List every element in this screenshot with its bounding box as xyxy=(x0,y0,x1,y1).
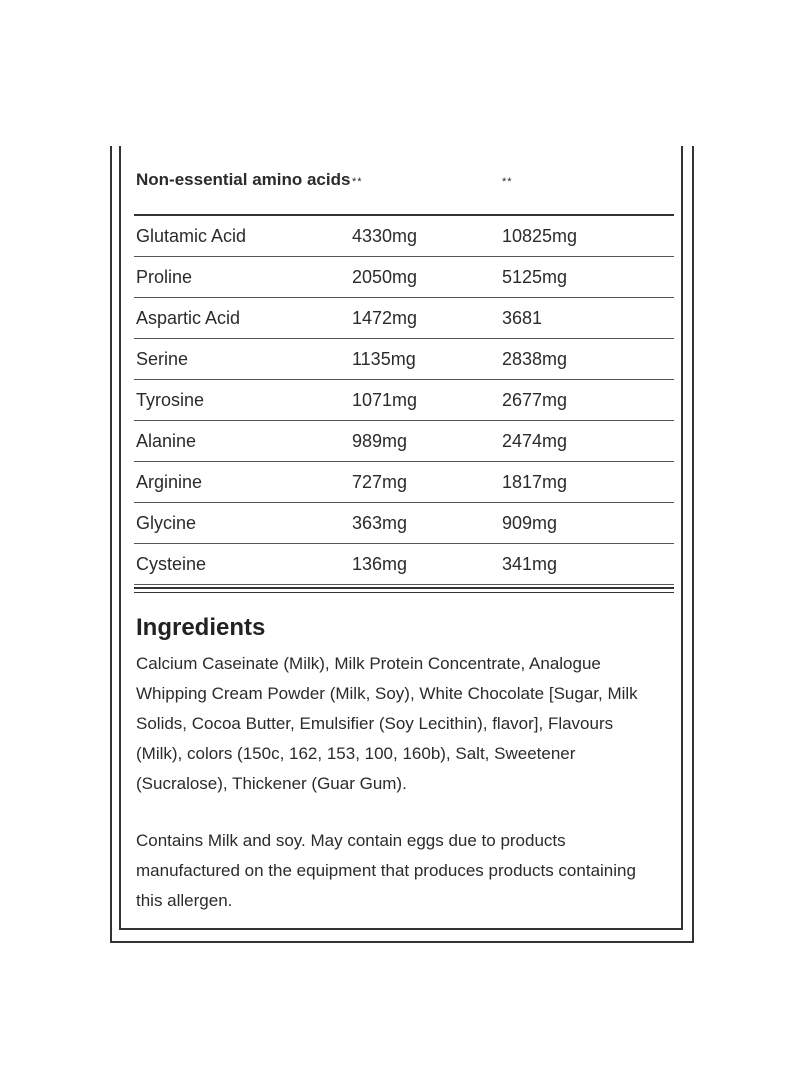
table-row xyxy=(134,421,674,462)
amount-per-100g: 3681 xyxy=(502,298,674,339)
table-row xyxy=(134,544,674,585)
amino-acid-name: Proline xyxy=(134,257,352,298)
amino-acid-name: Glycine xyxy=(134,503,352,544)
table-row xyxy=(134,215,674,257)
amino-acid-name: Tyrosine xyxy=(134,380,352,421)
amount-per-serving: 136mg xyxy=(352,544,502,585)
table-row xyxy=(134,339,674,380)
outer-border-left xyxy=(110,146,112,943)
column-header-per-100g: ** xyxy=(502,176,513,188)
outer-border-right xyxy=(692,146,694,943)
table-row xyxy=(134,380,674,421)
amino-acid-table xyxy=(134,146,674,585)
table-header-row xyxy=(134,146,674,215)
amount-per-serving: 727mg xyxy=(352,462,502,503)
amino-acid-name: Serine xyxy=(134,339,352,380)
amount-per-serving: 363mg xyxy=(352,503,502,544)
ingredients-heading: Ingredients xyxy=(136,614,266,641)
table-row xyxy=(134,298,674,339)
amount-per-100g: 341mg xyxy=(502,544,674,585)
table-row xyxy=(134,257,674,298)
amino-acid-name: Cysteine xyxy=(134,544,352,585)
amino-acid-name: Alanine xyxy=(134,421,352,462)
allergen-statement: Contains Milk and soy. May contain eggs due to products manufactured on the equipment that produces products containing this allergen. xyxy=(136,831,636,910)
nutrition-label-panel xyxy=(110,146,694,943)
amino-acid-name: Arginine xyxy=(134,462,352,503)
amount-per-100g: 2677mg xyxy=(502,380,674,421)
amount-per-100g: 10825mg xyxy=(502,215,674,257)
table-row xyxy=(134,462,674,503)
amount-per-100g: 5125mg xyxy=(502,257,674,298)
section-heading: Non-essential amino acids xyxy=(136,170,351,189)
amount-per-serving: 1472mg xyxy=(352,298,502,339)
outer-border-bottom xyxy=(110,941,694,943)
column-header-per-serving: ** xyxy=(352,176,363,188)
amount-per-100g: 2838mg xyxy=(502,339,674,380)
amount-per-serving: 2050mg xyxy=(352,257,502,298)
amount-per-100g: 1817mg xyxy=(502,462,674,503)
amount-per-100g: 909mg xyxy=(502,503,674,544)
amount-per-serving: 1071mg xyxy=(352,380,502,421)
amino-acid-name: Aspartic Acid xyxy=(134,298,352,339)
amount-per-serving: 1135mg xyxy=(352,339,502,380)
section-divider xyxy=(134,587,674,593)
amount-per-serving: 989mg xyxy=(352,421,502,462)
amino-acid-name: Glutamic Acid xyxy=(134,215,352,257)
amount-per-100g: 2474mg xyxy=(502,421,674,462)
table-row xyxy=(134,503,674,544)
ingredients-text: Calcium Caseinate (Milk), Milk Protein Concentrate, Analogue Whipping Cream Powder (Milk, Soy), White Chocolate [Sugar, Milk Solids, Cocoa Butter, Emulsifier (Soy Lecithin), flavor], Flavours (Milk), colors (150c, 162, 153, 100, 160b), Salt, Sweetener (Sucralose), Thickener (Guar Gum). xyxy=(136,654,638,793)
amount-per-serving: 4330mg xyxy=(352,215,502,257)
